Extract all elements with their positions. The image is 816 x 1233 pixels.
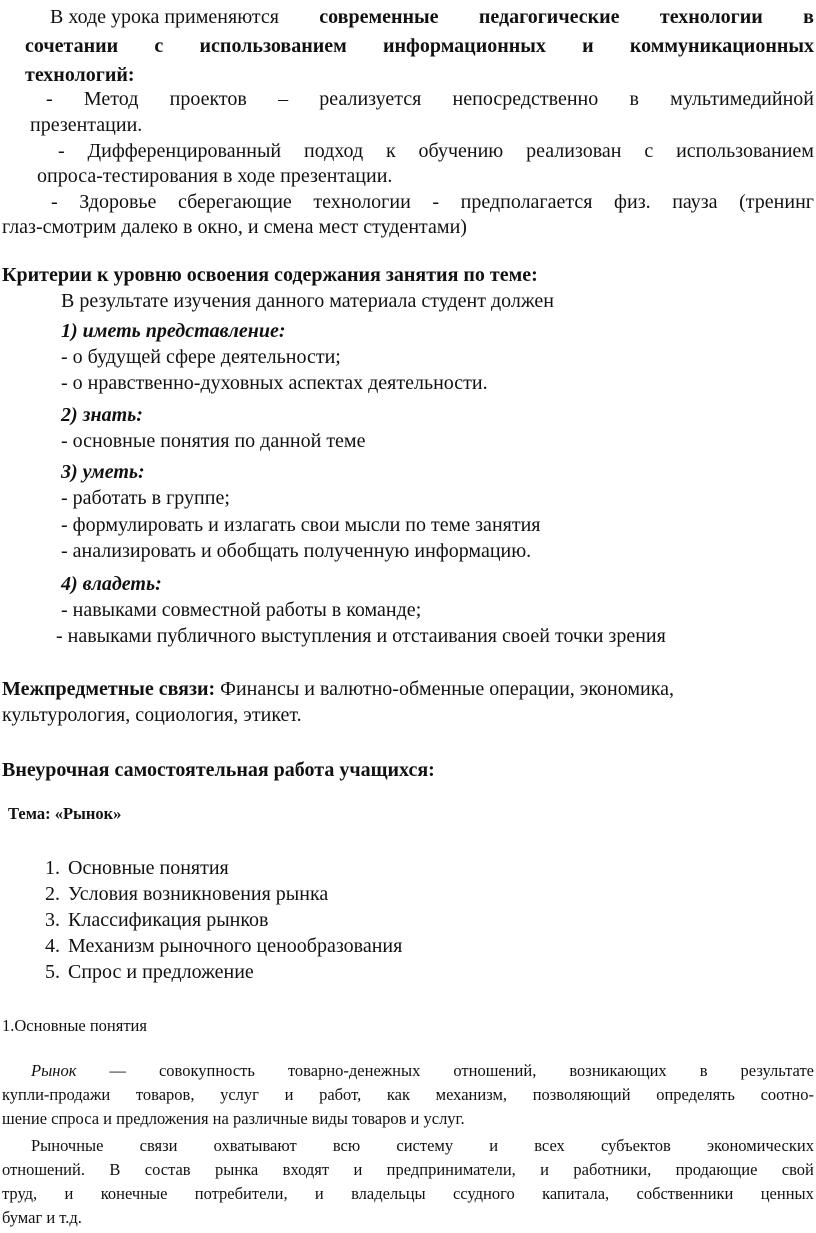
list-item [28,881,402,907]
criteria-item: - навыками публичного выступления и отстаивания своей точки зрения [56,625,666,647]
word: реализуется [319,88,422,110]
criteria-intro: В результате изучения данного материала студент должен [61,290,554,312]
extracurricular-heading: Внеурочная самостоятельная работа учащихся: [2,759,435,781]
list-number: 3. [45,909,60,931]
word: отношений. [2,1160,85,1179]
criteria-item: - анализировать и обобщать полученную информацию. [61,540,532,562]
word: предприниматели, [386,1160,516,1179]
word: субъектов [600,1136,671,1155]
list-number: 1. [45,857,60,879]
word: соотно- [760,1085,814,1104]
bold-word: сочетании [25,35,119,57]
section1-p1-line-2 [2,1084,814,1106]
word: - [58,140,65,162]
word: работ, [319,1085,362,1104]
section1-p2-line-4: бумаг и т.д. [2,1208,82,1227]
word: работники, [573,1160,652,1179]
word: - [51,191,58,213]
word: - [46,88,53,110]
word: обучению [418,140,504,162]
criteria-item: - формулировать и излагать свои мысли по теме занятия [61,514,541,536]
word: и [64,1184,74,1203]
list-number: 4. [45,935,60,957]
bold-word: использованием [199,35,347,57]
method-3-line-1 [51,189,814,215]
interdisciplinary-text: Финансы и валютно-обменные операции, экономика, [220,678,675,700]
topic-title: Тема: «Рынок» [8,804,122,823]
criteria-item: - работать в группе; [61,487,230,509]
list-text: Условия возникновения рынка [68,883,329,905]
criteria-item: - навыками совместной работы в команде; [61,599,422,621]
list-item [28,959,402,985]
method-3-line-2: глаз-смотрим далеко в окно, и смена мест студентами) [2,216,467,238]
word: пауза [672,191,718,213]
word: состав [144,1160,191,1179]
word: и [314,1184,324,1203]
word: систему [396,1136,454,1155]
word: – [278,88,289,110]
list-item [28,855,402,881]
criteria-item: - о будущей сфере деятельности; [61,346,341,368]
word: охватывают [213,1136,297,1155]
word: ссудного [452,1184,515,1203]
bold-word: в [803,6,814,28]
word: В [109,1160,121,1179]
list-text: Механизм рыночного ценообразования [68,935,403,957]
word: Метод [83,88,139,110]
criteria-heading: Критерии к уровню освоения содержания занятия по теме: [2,264,538,286]
word: труд, [2,1184,38,1203]
bold-word: информационных [382,35,546,57]
section1-p2-line-1 [31,1135,814,1157]
word: возникающих [569,1061,667,1080]
section1-p1-line-1 [31,1060,814,1082]
word: мультимедийной [670,88,814,110]
method-2-line-1 [58,138,814,164]
criteria-group-title: 3) уметь: [61,461,145,483]
word: технологии [313,191,411,213]
bold-word: коммуникационных [629,35,814,57]
word: всю [332,1136,361,1155]
interdisciplinary-line-2: культурология, социология, этикет. [2,704,302,726]
word: и [353,1160,363,1179]
intro-line-2 [25,33,814,59]
word: Дифференцированный [87,140,282,162]
word: товаров, [135,1085,195,1104]
interdisciplinary-line-1 [2,676,674,702]
word: и [284,1085,294,1104]
word: (тренинг [739,191,814,213]
word: услуг [220,1085,259,1104]
word: капитала, [542,1184,610,1203]
method-1-line-1 [46,86,814,112]
word: результате [740,1061,814,1080]
section1-p1-line-3: шение спроса и предложения на различные виды товаров и услуг. [2,1109,465,1128]
intro-lead: В ходе урока применяются [50,6,279,28]
word: подход [303,140,364,162]
list-number: 5. [45,961,60,983]
intro-line-3: технологий: [25,64,135,86]
word: свой [781,1160,814,1179]
section-heading: 1.Основные понятия [2,1016,147,1035]
word: связи [139,1136,178,1155]
word: продающие [675,1160,758,1179]
word: непосредственно [452,88,599,110]
bold-word: технологии [659,6,763,28]
criteria-group-title: 2) знать: [61,404,143,426]
section1-p2-line-2 [2,1159,814,1181]
word: с [644,140,654,162]
word: в [629,88,639,110]
word: владельцы [351,1184,426,1203]
word: к [385,140,396,162]
list-item [28,907,402,933]
term-rynok: Рынок [31,1061,77,1080]
bold-word: педагогические [478,6,620,28]
word: ценных [760,1184,814,1203]
criteria-item: - основные понятия по данной теме [61,430,366,452]
word: купли-продажи [2,1085,111,1104]
word: собственники [636,1184,734,1203]
word: позволяющий [532,1085,631,1104]
word: как [386,1085,410,1104]
word: отношений, [453,1061,537,1080]
word: — [109,1061,126,1080]
word: физ. [614,191,651,213]
word: входят [282,1160,330,1179]
interdisciplinary-label: Межпредметные связи: [2,678,216,700]
criteria-group-title: 1) иметь представление: [61,320,286,342]
word: Здоровье [79,191,157,213]
word: проектов [169,88,247,110]
word: товарно-денежных [287,1061,421,1080]
bold-word: современные [319,6,439,28]
word: механизм, [435,1085,508,1104]
topic-list [28,855,402,985]
bold-word: с [154,35,164,57]
word: сберегающие [178,191,292,213]
word: и [540,1160,550,1179]
word: реализован [526,140,622,162]
method-2-line-2: опроса-тестирования в ходе презентации. [37,165,393,187]
list-text: Классификация рынков [68,909,269,931]
word: рынка [215,1160,259,1179]
word: всех [534,1136,565,1155]
list-text: Спрос и предложение [68,961,254,983]
word: конечные [100,1184,168,1203]
word: определять [656,1085,735,1104]
list-number: 2. [45,883,60,905]
word: и [489,1136,499,1155]
word: экономических [706,1136,814,1155]
list-item [28,933,402,959]
criteria-item: - о нравственно-духовных аспектах деятельности. [61,372,488,394]
bold-word: и [582,35,594,57]
criteria-group-title: 4) владеть: [61,573,162,595]
word: в [699,1061,708,1080]
word: Рыночные [31,1136,104,1155]
word: использованием [676,140,814,162]
section1-p2-line-3 [2,1183,814,1205]
list-text: Основные понятия [68,857,229,879]
word: предполагается [460,191,593,213]
word: совокупность [158,1061,255,1080]
intro-line-1 [50,4,814,30]
method-1-line-2: презентации. [30,114,143,136]
word: потребители, [194,1184,288,1203]
word: - [432,191,440,213]
